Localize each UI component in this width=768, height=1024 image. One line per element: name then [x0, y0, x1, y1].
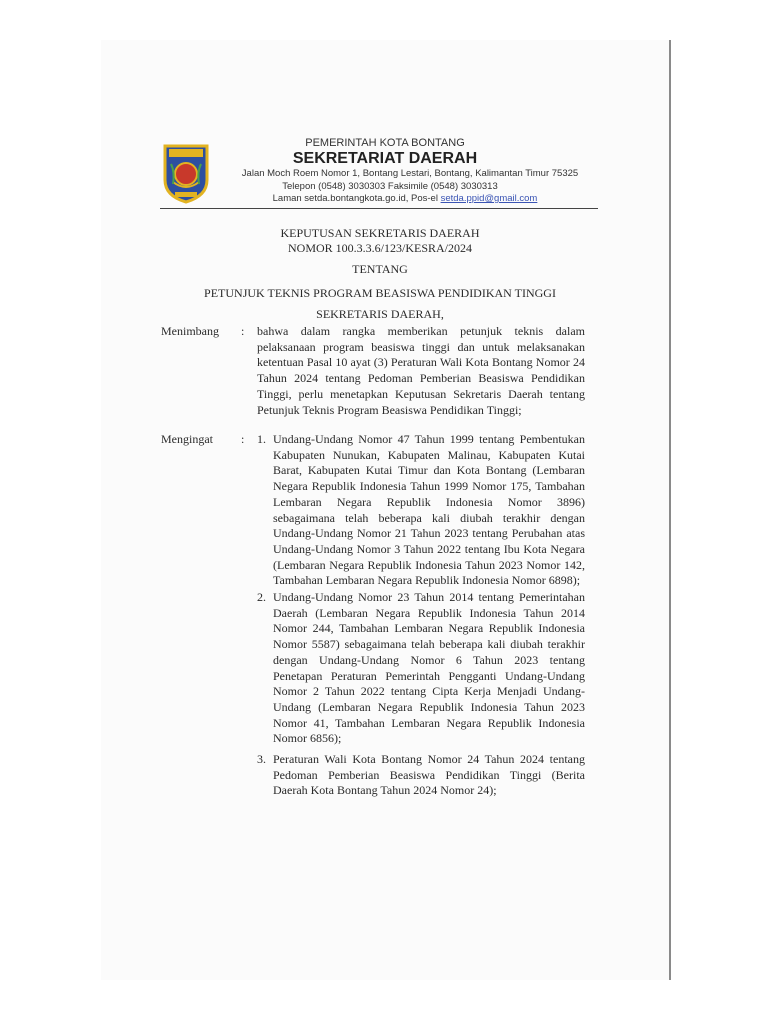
decree-subject: PETUNJUK TEKNIS PROGRAM BEASISWA PENDIDIKAN TINGGI	[204, 286, 556, 300]
government-name: PEMERINTAH KOTA BONTANG	[305, 137, 465, 149]
list-item: Undang-Undang Nomor 23 Tahun 2014 tentang Pemerintahan Daerah (Lembaran Negara Republik Indonesia Tahun 2014 Nomor 244, Tambahan Lembaran Negara Republik Indonesia Nomor 5587) sebagaimana telah beberapa kali diubah terakhir dengan Undang-Undang Nomor 6 Tahun 2023 tentang Penetapan Peraturan Pemerintah Pengganti Undang-Undang Nomor 2 Tahun 2022 tentang Cipta Kerja Menjadi Undang-Undang (Lembaran Negara Republik Indonesia Tahun 2023 Nomor 41, Tambahan Lembaran Negara Republik Indonesia Nomor 6856);	[273, 590, 585, 746]
menimbang-label: Menimbang	[161, 324, 219, 338]
list-item-number: 2.	[257, 590, 266, 604]
city-emblem-logo	[161, 142, 211, 204]
office-phone: Telepon (0548) 3030303 Faksimile (0548) 3030313	[282, 181, 498, 192]
decree-title: KEPUTUSAN SEKRETARIS DAERAH	[280, 226, 480, 240]
letterhead-divider	[160, 208, 598, 209]
mengingat-label: Mengingat	[161, 432, 213, 446]
office-web-email	[240, 193, 570, 204]
office-address: Jalan Moch Roem Nomor 1, Bontang Lestari, Bontang, Kalimantan Timur 75325	[241, 168, 579, 179]
decree-number: NOMOR 100.3.3.6/123/KESRA/2024	[287, 241, 472, 255]
list-item: Undang-Undang Nomor 47 Tahun 1999 tentang Pembentukan Kabupaten Nunukan, Kabupaten Malinau, Kabupaten Kutai Barat, Kabupaten Kutai Timur dan Kota Bontang (Lembaran Negara Republik Indonesia Tahun 1999 Nomor 175, Tambahan Lembaran Negara Republik Indonesia Nomor 3896) sebagaimana telah beberapa kali diubah terakhir dengan Undang-Undang Nomor 21 Tahun 2023 tentang Perubahan atas Undang-Undang Nomor 3 Tahun 2022 tentang Ibu Kota Negara (Lembaran Negara Republik Indonesia Tahun 2023 Nomor 142, Tambahan Lembaran Negara Republik Indonesia Nomor 6898);	[273, 432, 585, 588]
menimbang-colon: :	[241, 324, 245, 338]
website-text: Laman setda.bontangkota.go.id, Pos-el	[272, 193, 441, 204]
email-link[interactable]: setda.ppid@gmail.com	[440, 193, 538, 204]
menimbang-text: bahwa dalam rangka memberikan petunjuk teknis dalam pelaksanaan program beasiswa tinggi dan untuk melaksanakan ketentuan Pasal 10 ayat (3) Peraturan Wali Kota Bontang Nomor 24 Tahun 2024 tentang Pedoman Pemberian Beasiswa Pendidikan Tinggi, perlu menetapkan Keputusan Sekretaris Daerah tentang Petunjuk Teknis Program Beasiswa Pendidikan Tinggi;	[257, 324, 585, 417]
list-item: Peraturan Wali Kota Bontang Nomor 24 Tahun 2024 tentang Pedoman Pemberian Beasiswa Pendidikan Tinggi (Berita Daerah Kota Bontang Tahun 2024 Nomor 24);	[273, 752, 585, 798]
office-name: SEKRETARIAT DAERAH	[292, 150, 478, 167]
issuer-title: SEKRETARIS DAERAH,	[316, 307, 444, 321]
tentang-heading: TENTANG	[352, 262, 408, 276]
list-item-number: 3.	[257, 752, 266, 766]
list-item-number: 1.	[257, 432, 266, 446]
mengingat-colon: :	[241, 432, 245, 446]
